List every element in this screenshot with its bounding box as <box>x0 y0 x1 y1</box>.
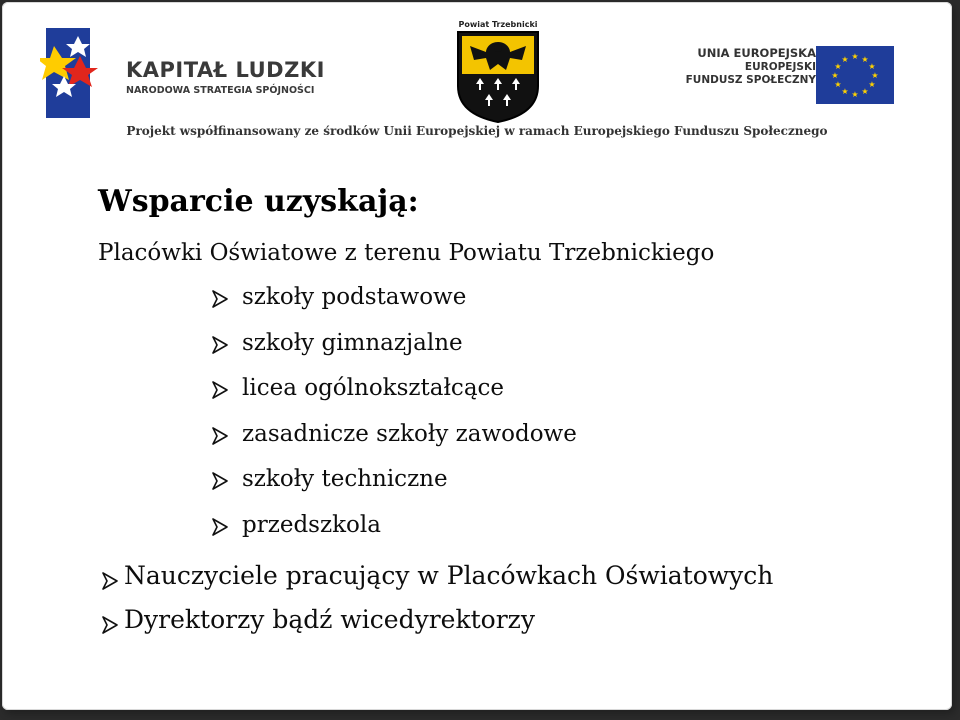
svg-text:★: ★ <box>868 62 876 71</box>
eu-flag-icon <box>816 46 894 104</box>
eu-line2: EUROPEJSKI <box>744 61 816 73</box>
kapital-ludzki-title: KAPITAŁ LUDZKI <box>126 58 325 82</box>
arrow-bullet-icon <box>102 605 124 640</box>
arrow-bullet-icon <box>212 421 242 451</box>
list-item <box>212 375 577 421</box>
crest-title: Powiat Trzebnicki <box>458 20 538 29</box>
svg-text:★: ★ <box>841 55 849 64</box>
svg-text:★: ★ <box>834 80 842 89</box>
list-item <box>212 421 577 467</box>
eu-logo <box>680 46 924 108</box>
svg-text:★: ★ <box>834 62 842 71</box>
kapital-ludzki-logo <box>40 28 360 116</box>
svg-text:★: ★ <box>851 52 859 61</box>
project-cofinancing-line: Projekt współfinansowany ze środków Unii Europejskiej w ramach Europejskiego Funduszu Społecznego <box>126 124 828 138</box>
list-item <box>212 284 577 330</box>
arrow-bullet-icon <box>102 561 124 596</box>
list-item-label: Nauczyciele pracujący w Placówkach Oświatowych <box>124 561 774 590</box>
list-item-label: szkoły podstawowe <box>242 284 467 310</box>
kapital-ludzki-subtitle: NARODOWA STRATEGIA SPÓJNOŚCI <box>126 85 315 96</box>
intro-text: Placówki Oświatowe z terenu Powiatu Trzebnickiego <box>98 240 715 266</box>
eu-text <box>686 46 816 87</box>
arrow-bullet-icon <box>212 512 242 542</box>
arrow-bullet-icon <box>212 330 242 360</box>
svg-text:★: ★ <box>868 80 876 89</box>
list-item-label: licea ogólnokształcące <box>242 375 505 401</box>
eu-line3: FUNDUSZ SPOŁECZNY <box>685 74 816 86</box>
list-item <box>102 605 773 649</box>
svg-text:★: ★ <box>861 87 869 96</box>
slide <box>2 2 952 710</box>
list-item-label: przedszkola <box>242 511 381 538</box>
powiat-crest <box>450 20 546 124</box>
list-item <box>102 561 773 605</box>
list-item <box>212 512 577 558</box>
svg-text:★: ★ <box>841 87 849 96</box>
recipient-list <box>102 561 773 649</box>
institution-list <box>212 284 577 557</box>
svg-text:★: ★ <box>871 71 879 80</box>
svg-text:★: ★ <box>851 90 859 99</box>
svg-text:★: ★ <box>861 55 869 64</box>
eagle-crest-icon <box>456 30 540 124</box>
list-item-label: szkoły gimnazjalne <box>242 329 463 356</box>
eu-line1: UNIA EUROPEJSKA <box>697 46 816 60</box>
page-title: Wsparcie uzyskają: <box>98 184 419 219</box>
arrow-bullet-icon <box>212 284 242 314</box>
arrow-bullet-icon <box>212 375 242 405</box>
svg-text:★: ★ <box>831 71 839 80</box>
list-item <box>212 330 577 376</box>
kapital-ludzki-emblem-icon <box>40 28 120 118</box>
list-item <box>212 466 577 512</box>
list-item-label: szkoły techniczne <box>242 466 448 492</box>
list-item-label: Dyrektorzy bądź wicedyrektorzy <box>124 605 535 634</box>
list-item-label: zasadnicze szkoły zawodowe <box>242 420 577 447</box>
arrow-bullet-icon <box>212 466 242 496</box>
